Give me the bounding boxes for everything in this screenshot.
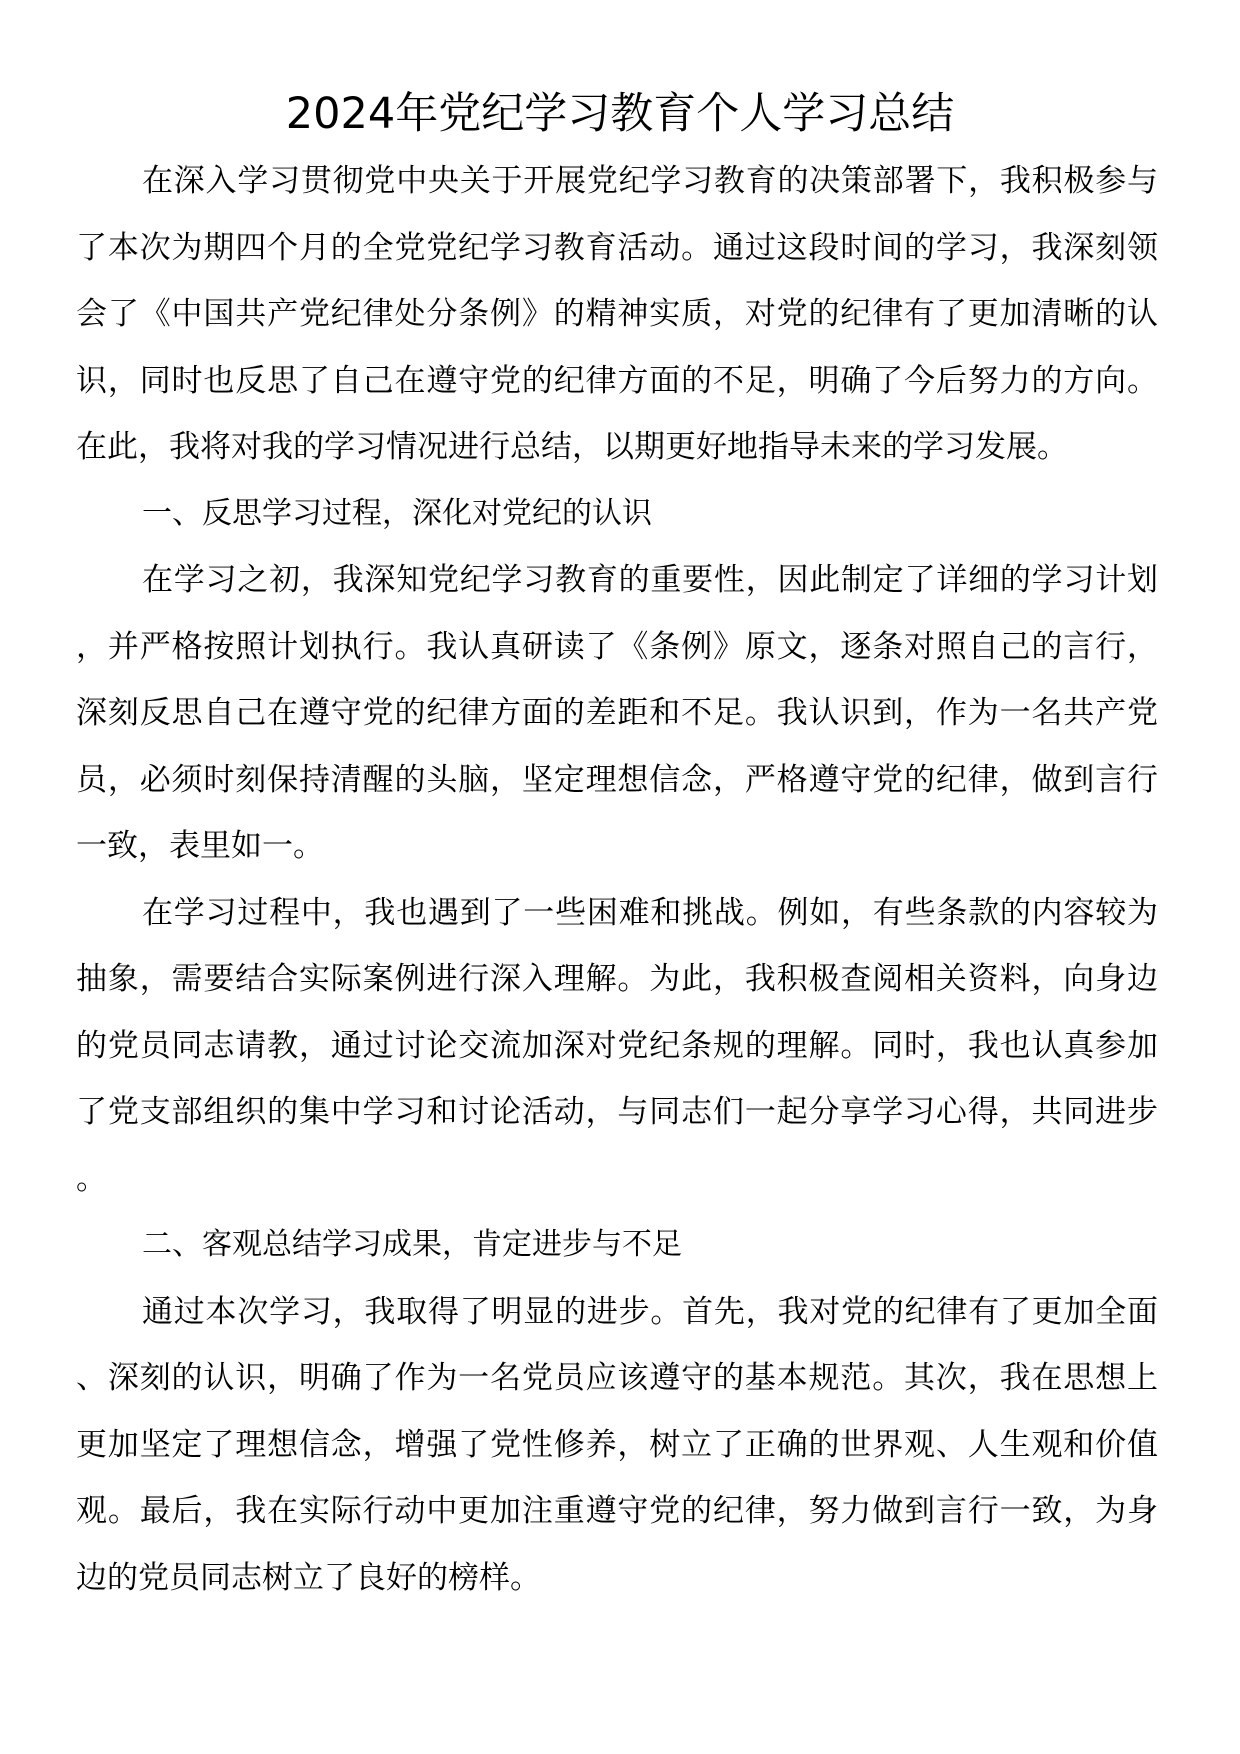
section-1-paragraph-1: 在学习之初，我深知党纪学习教育的重要性，因此制定了详细的学习计划，并严格按照计划执行。我认真研读了《条例》原文，逐条对照自己的言行，深刻反思自己在遵守党的纪律方面的差距和不足。我认识到，作为一名共产党员，必须时刻保持清醒的头脑，坚定理想信念，严格遵守党的纪律，做到言行一致，表里如一。 [76,562,1158,864]
section-2-paragraph-1: 通过本次学习，我取得了明显的进步。首先，我对党的纪律有了更加全面、深刻的认识，明确了作为一名党员应该遵守的基本规范。其次，我在思想上更加坚定了理想信念，增强了党性修养，树立了正确的世界观、人生观和价值观。最后，我在实际行动中更加注重遵守党的纪律，努力做到言行一致，为身边的党员同志树立了良好的榜样。 [76,1293,1158,1596]
section-heading-1: 一、反思学习过程，深化对党纪的认识 [142,495,652,531]
document-title: 2024年党纪学习教育个人学习总结 [285,89,955,139]
section-heading-2: 二、客观总结学习成果，肯定进步与不足 [142,1227,682,1262]
document-body [76,148,1158,1611]
intro-paragraph: 在深入学习贯彻党中央关于开展党纪学习教育的决策部署下，我积极参与了本次为期四个月的全党党纪学习教育活动。通过这段时间的学习，我深刻领会了《中国共产党纪律处分条例》的精神实质，对党的纪律有了更加清晰的认识，同时也反思了自己在遵守党的纪律方面的不足，明确了今后努力的方向。在此，我将对我的学习情况进行总结，以期更好地指导未来的学习发展。 [76,163,1158,465]
section-1-paragraph-2: 在学习过程中，我也遇到了一些困难和挑战。例如，有些条款的内容较为抽象，需要结合实际案例进行深入理解。为此，我积极查阅相关资料，向身边的党员同志请教，通过讨论交流加深对党纪条规的理解。同时，我也认真参加了党支部组织的集中学习和讨论活动，与同志们一起分享学习心得，共同进步。 [76,894,1158,1197]
